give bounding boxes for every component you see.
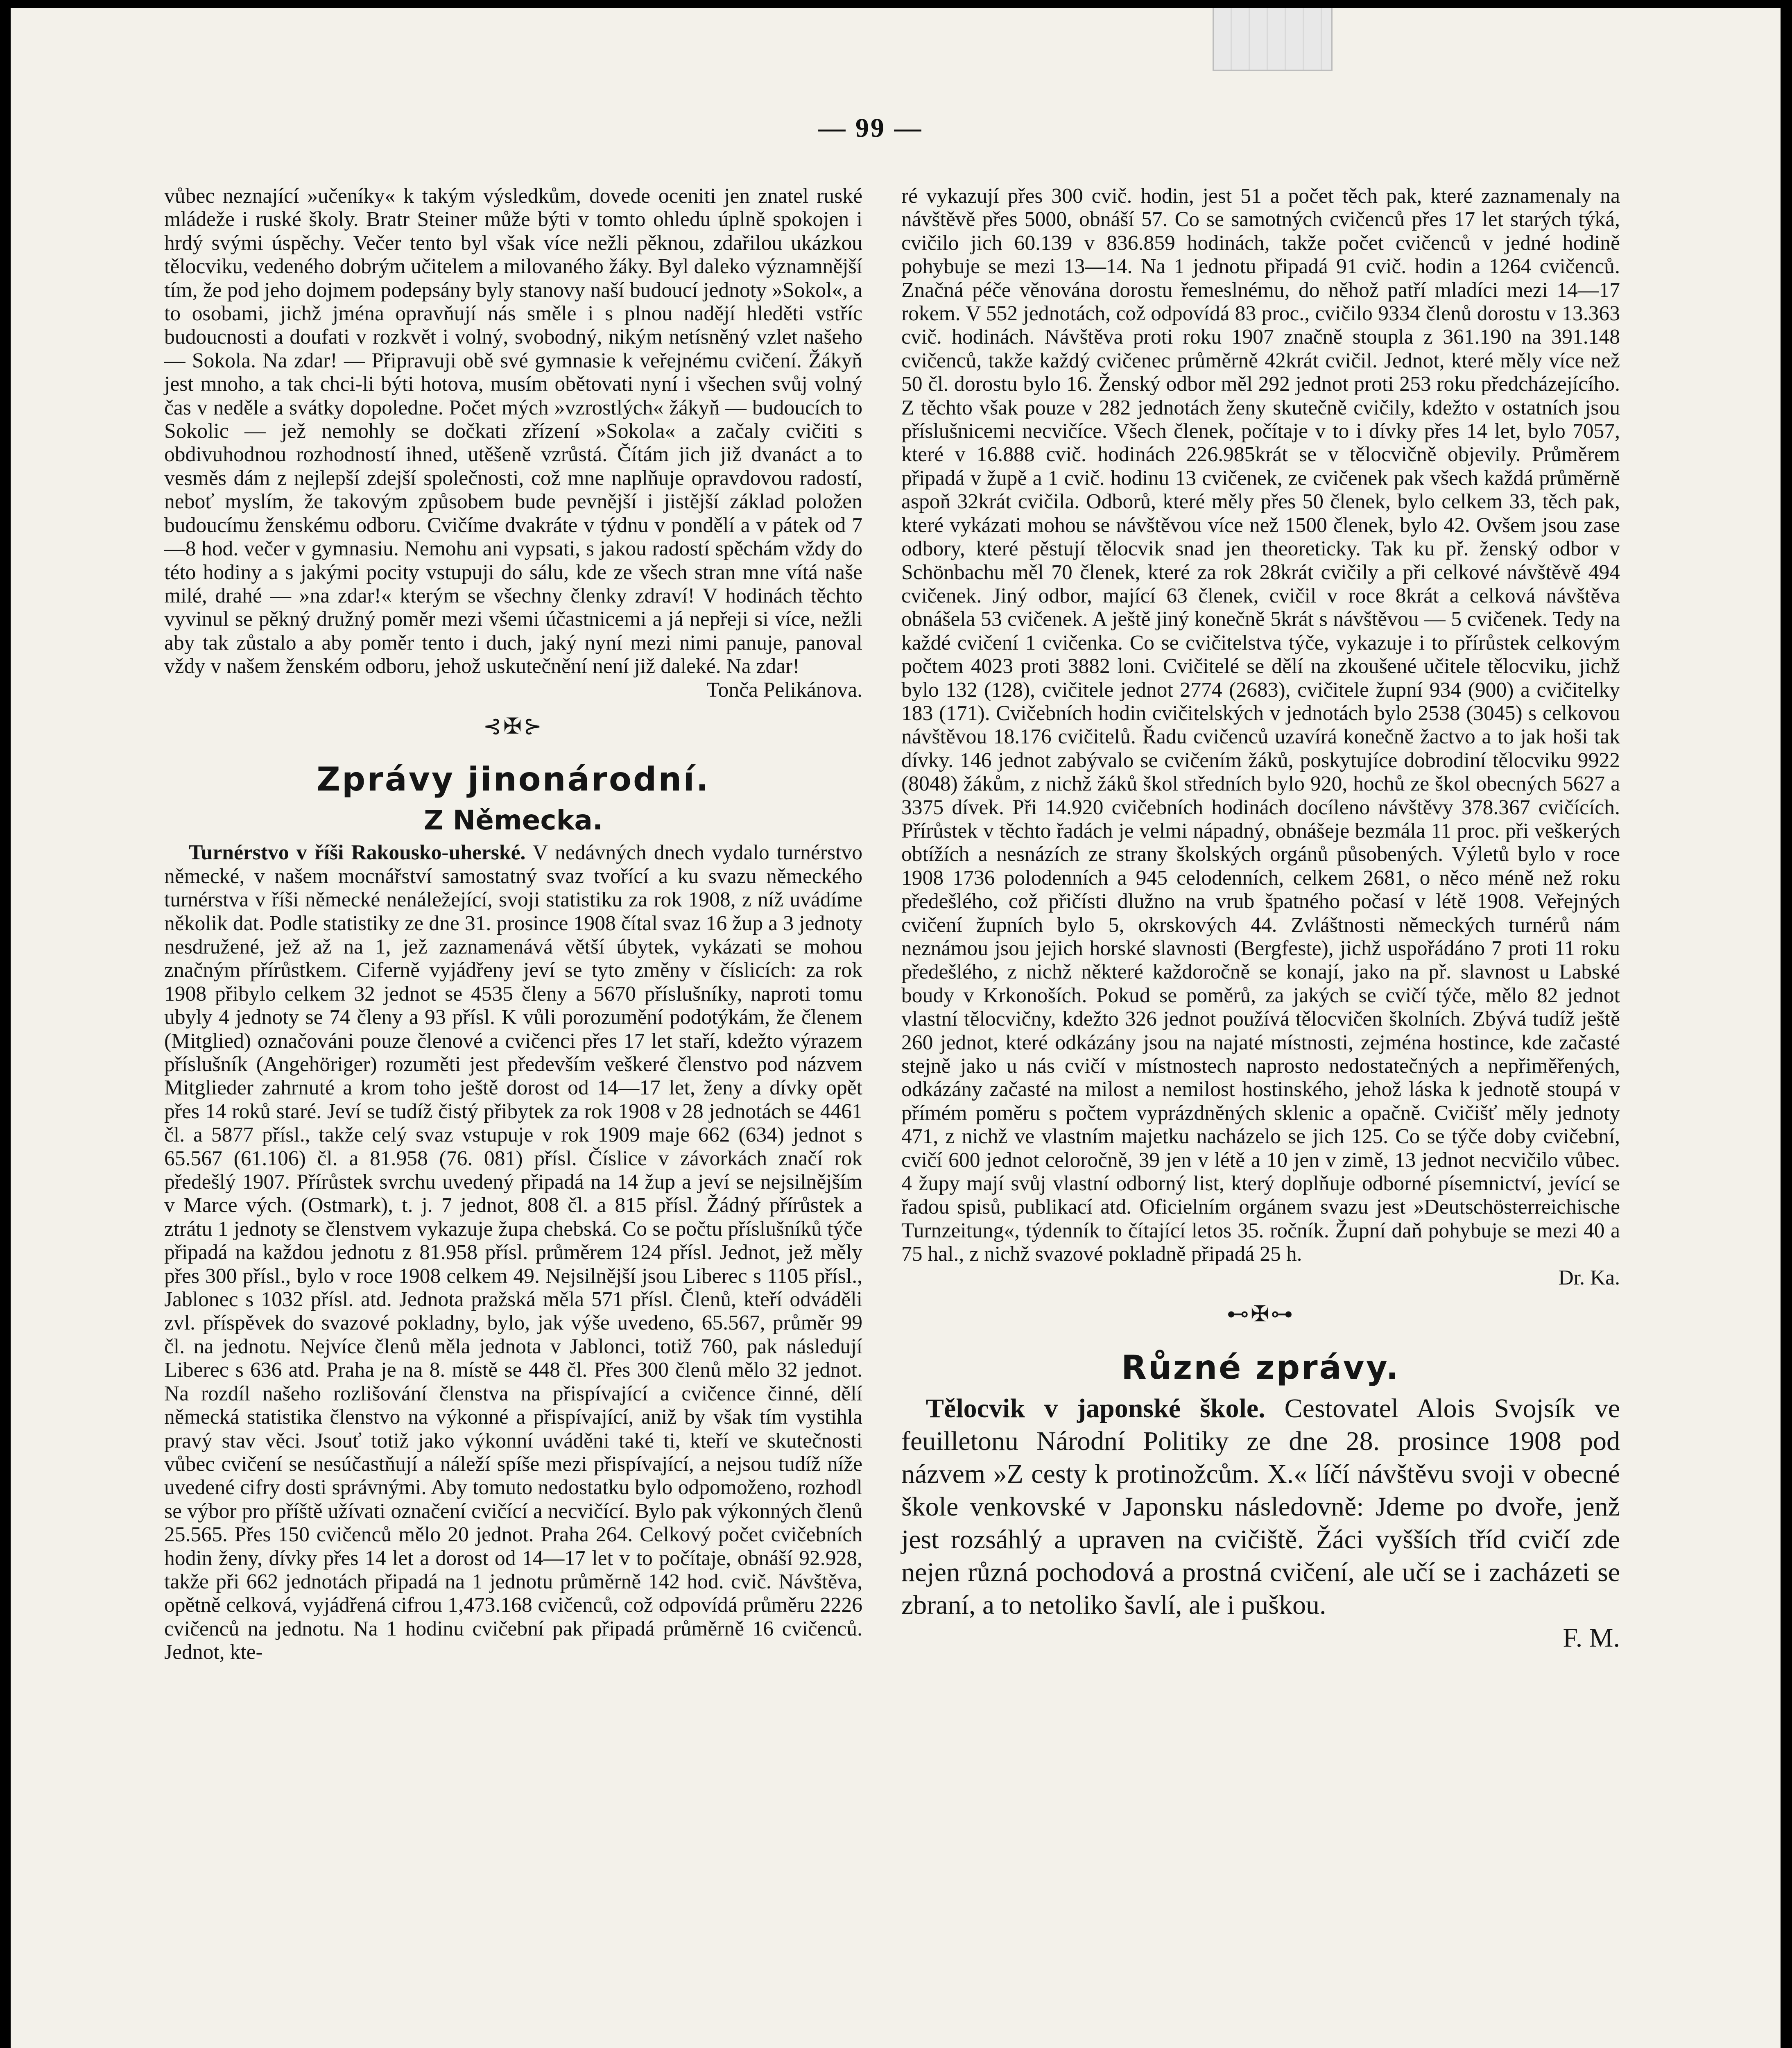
letter-paragraph: vůbec neznající »učeníky« k takým výsledkům, dovede oceniti jen znatel ruské mládeže i ruské školy. Bratr Steiner může býti v tomto ohledu úplně spokojen i hrdý svými úspěchy. Večer tento byl však více nežli pěknou, zdařilou ukázkou tělocviku, vedeného dobrým učitelem a milovaného žáky. Byl daleko významnější tím, že pod jeho dojmem podepsány byly stanovy naší budoucí jednoty »Sokol«, a to osobami, jichž jména opravňují nás směle i s plnou nadějí hleděti vstříc budoucnosti a doufati v rozkvět i volný, svobodný, nikým netísněný vzlet našeho — Sokola. Na zdar! — Připravuji obě své gymnasie k veřejnému cvičení. Žákyň jest mnoho, a tak chci-li býti hotova, musím obětovati nyní i všechen svůj volný čas v neděle a svátky dopoledne. Počet mých »vzrostlých« žákyň — budoucích to Sokolic — jež nemohly se dočkati zřízení »Sokola« a začaly cvičiti s obdivuhodnou rozhodností ihned, utěšeně vzrůstá. Čítám jich již dvanáct a to vesměs dám z nejlepší zdejší společnosti, což mne naplňuje opravdovou radostí, neboť myslím, že takovým způsobem bude pevnější i jistější základ položen budoucímu ženskému odboru. Cvičíme dvakráte v týdnu v pondělí a v pátek od 7—8 hod. večer v gymnasiu. Nemohu ani vypsati, s jakou radostí spěchám vždy do této hodiny a s jakými pocity vstupuji do sálu, kde ze všech stran mne vítá naše milé, drahé — »na zdar!« kterým se všechny členky zdraví! V hodinách těchto vyvinul se pěkný družný poměr mezi všemi účastnicemi a já nepřeji si více, nežli aby tak zůstalo a aby poměr tento i duch, jaký nyní mezi nimi panuje, panoval vždy v našem ženském odboru, jehož uskutečnění není již daleké. Na zdar! [164,184,862,678]
letter-signature: Tonča Pelikánova. [706,678,862,702]
ornament-divider: ⊷✠⊶ [1226,1302,1295,1327]
article-lead: Turnérstvo v říši Rakousko-uherské. [189,841,526,865]
page [11,8,1781,2048]
left-column [164,184,862,1664]
news-paragraph [901,1392,1620,1622]
news-body: Cestovatel Alois Svojsík ve feuilletonu Národní Politiky ze dne 28. prosince 1908 pod názvem »Z cesty k protinožcům. X.« líčí návštěvu svoji v obecné škole venkovské v Japonsku následovně: Jdeme po dvoře, jenž jest rozsáhlý a upraven na cvičiště. Žáci vyšších tříd cvičí zde nejen různá pochodová a prostná cvičení, ale učí se i zacházeti se zbraní, a to netoliko šavlí, ale i puškou. [901,1393,1620,1620]
section-title: Zprávy jinonárodní. [317,760,710,799]
article-body: V nedávných dnech vydalo turnérstvo německé, v našem mocnářství samostatný svaz tvořící a ku svazu německého turnérstva v říši německé nenáležející, svoji statistiku za rok 1908, z níž uvádíme několik dat. Podle statistiky ze dne 31. prosince 1908 čítal svaz 16 žup a 3 jednoty nesdružené, jež až na 1, jež zaznamenává větší úbytek, vykázati se mohou značným přírůstkem. Ciferně vyjádřeny jeví se tyto změny v číslicích: za rok 1908 přibylo celkem 32 jednot se 4535 členy a 5670 příslušníky, naproti tomu ubyly 4 jednoty se 74 členy a 93 přísl. K vůli porozumění podotýkám, že členem (Mitglied) označováni pouze členové a cvičenci přes 17 let staří, kdežto výrazem příslušník (Angehöriger) rozuměti jest především veškeré členstvo pod názvem Mitglieder zahrnuté a krom toho ještě dorost od 14—17 let, ženy a dívky opět přes 14 roků staré. Jeví se tudíž čistý přibytek za rok 1908 v 28 jednotách se 4461 čl. a 5877 přísl., takže celý svaz vstupuje v rok 1909 maje 662 (634) jednot s 65.567 (61.106) čl. a 81.958 (76. 081) přísl. Číslice v závorkách značí rok předešlý 1907. Přírůstek svrchu uvedený připadá na 14 žup a jeví se nejsilnějším v Marce vých. (Ostmark), t. j. 7 jednot, 808 čl. a 815 přísl. Žádný přírůstek a ztrátu 1 jednoty se členstvem vykazuje župa chebská. Co se počtu příslušníků týče připadá na každou jednotu z 81.958 přísl. průměrem 124 přísl. Jednot, jež měly přes 300 přísl., bylo v roce 1908 celkem 49. Nejsilnější jsou Liberec s 1105 přísl., Jablonec s 1032 přísl. atd. Jednota pražská měla 571 přísl. Členů, kteří odváděli zvl. příspěvek do svazové pokladny, bylo, jak výše uvedeno, 65.567, průměr 99 čl. na jednotu. Nejvíce členů měla jednota v Jablonci, totiž 760, pak následují Liberec s 636 atd. Praha je na 8. místě se 448 čl. Přes 300 členů mělo 32 jednot. Na rozdíl našeho rozlišování členstva na přispívající a cvičence činné, dělí německá statistika členstvo na výkonné a přispívající, aniž by však tím vystihla pravý stav věci. Jsouť totiž jako výkonní uváděni také ti, kteří ve skutečnosti vůbec cvičení se nesúčastňují a náleží spíše mezi přispívající, a nejsou tudíž níže uvedené cifry dosti správnými. Aby tomuto nedostatku bylo odpomoženo, rozhodl se výbor pro příště užívati označení cvičící a necvičící. Bylo pak výkonných členů 25.565. Přes 150 cvičenců mělo 20 jednot. Praha 264. Celkový počet cvičebních hodin ženy, dívky přes 14 let a dorost od 14—17 let v to počítaje, obnáší 92.928, takže při 662 jednotách připadá na 1 jednotu průměrně 142 hod. cvič. Návštěva, opětně celková, vyjádřená cifrou 1,473.168 cvičenců, což odpovídá průměru 2226 cvičenců na jednotu. Na 1 hodinu cvičební pak připadá průměrně 16 cvičenců. Jednot, kte- [164,841,862,1664]
right-column [901,184,1620,1654]
archive-stamp [1213,8,1333,71]
subsection-title: Z Německa. [424,804,603,836]
news-lead: Tělocvik v japonské škole. [926,1393,1265,1423]
section-title: Různé zprávy. [1121,1348,1400,1386]
page-number: — 99 — [818,113,923,143]
ornament-divider: ⊰✠⊱ [483,714,544,739]
news-signature: F. M. [1563,1622,1620,1653]
article-continuation: ré vykazují přes 300 cvič. hodin, jest 51 a počet těch pak, které zaznamenaly na návštěvě přes 5000, obnáší 57. Co se samotných cvičenců přes 17 let starých týká, cvičilo jich 60.139 v 836.859 hodinách, takže počet cvičenců v jedné hodině pohybuje se mezi 13—14. Na 1 jednotu připadá 91 cvič. hodin a 1264 cvičenců. Značná péče věnována dorostu řemeslnému, do něhož patří mladíci mezi 14—17 rokem. V 552 jednotách, což odpovídá 83 proc., cvičilo 9334 členů dorostu v 13.363 cvič. hodinách. Návštěva proti roku 1907 značně stoupla z 361.190 na 391.148 cvičenců, takže každý cvičenec průměrně 42krát cvičil. Jednot, které měly více než 50 čl. dorostu bylo 16. Ženský odbor měl 292 jednot proti 253 roku předcházejícího. Z těchto však pouze v 282 jednotách ženy skutečně cvičily, kdežto v ostatních jsou příslušnicemi necvičíce. Všech členek, počítaje v to i dívky přes 14 let, bylo 7057, které v 16.888 cvič. hodinách 226.985krát se v tělocvičně objevily. Průměrem připadá v župě a 1 cvič. hodinu 13 cvičenek, ze cvičenek pak všech každá průměrně aspoň 32krát cvičila. Odborů, které měly přes 50 členek, bylo celkem 33, těch pak, které vykázati mohou se návštěvou více než 1500 členek, bylo 42. Ovšem jsou zase odbory, které pěstují tělocvik snad jen theoreticky. Tak ku př. ženský odbor v Schönbachu měl 70 členek, které za rok 28krát cvičily a při celkové návštěvě 494 cvičenek. Jiný odbor, mající 63 členek, cvičil v roce 8krát a celková návštěva obnášela 53 cvičenek. A ještě jiný konečně 5krát s návštěvou — 5 cvičenek. Tedy na každé cvičení 1 cvičenka. Co se cvičitelstva týče, vykazuje i to přírůstek celkovým počtem 4023 proti 3882 loni. Cvičitelé se dělí na zkoušené učitele tělocviku, jichž bylo 132 (128), cvičitele jednot 2774 (2683), cvičitele župní 934 (900) a cvičitelky 183 (171). Cvičebních hodin cvičitelských v jednotách bylo 2538 (3045) s celkovou návštěvou 18.176 cvičitelů. Řadu cvičenců uzavírá konečně žactvo a to jak hoši tak dívky. 146 jednot zabývalo se cvičením žáků, poskytujíce dobrodiní tělocviku 9922 (8048) žákům, z nichž žáků škol středních bylo 920, hochů ze škol obecných 5627 a 3375 dívek. Při 14.920 cvičebních hodinách docíleno návštěvy 378.367 cvičících. Přírůstek v těchto řadách je velmi nápadný, obnášeje bezmála 11 proc. při veškerých obtížích a nesnázích ze strany školských orgánů působených. Výletů bylo v roce 1908 1736 polodenních a 945 celodenních, celkem 2681, o něco méně než roku předešlého, což přičísti dlužno na vrub špatného počasí v létě 1908. Veřejných cvičení župních bylo 5, okrskových 44. Zvláštnosti německých turnérů nám neznámou jsou jejich horské slavnosti (Bergfeste), jichž uspořádáno 7 proti 11 roku předešlého, z nichž některé každoročně se konají, jako na př. slavnost u Labské boudy v Krkonoších. Pokud se poměrů, za jakých se cvičí týče, mělo 82 jednot vlastní tělocvičny, kdežto 326 jednot používá tělocvičen školních. Zbývá tudíž ještě 260 jednot, které odkázány jsou na najaté místnosti, zejména hostince, kde začasté stejně jako u nás cvičí v místnostech naprosto nedostatečných a nepřiměřených, odkázány začasté na milost a nemilost hostinského, jehož láska k jednotě stoupá v přímém poměru s počtem vyprázdněných sklenic a opačně. Cvičišť měly jednoty 471, z nichž ve vlastním majetku nacházelo se jich 125. Co se týče doby cvičební, cvičí 600 jednot celoročně, 39 jen v létě a 10 jen v zimě, 13 jednot necvičilo vůbec. 4 župy mají svůj vlastní odborný list, který doplňuje odborné písemnictví, jevící se řadou spisů, publikací atd. Oficielním orgánem svazu jest »Deutschösterreichische Turnzeitung«, týdenník to čítající letos 35. ročník. Župní daň pohybuje se mezi 40 a 75 hal., z nichž svazové pokladně připadá 25 h. [901,184,1620,1266]
article-paragraph [164,841,862,1664]
article-signature: Dr. Ka. [1558,1266,1620,1289]
